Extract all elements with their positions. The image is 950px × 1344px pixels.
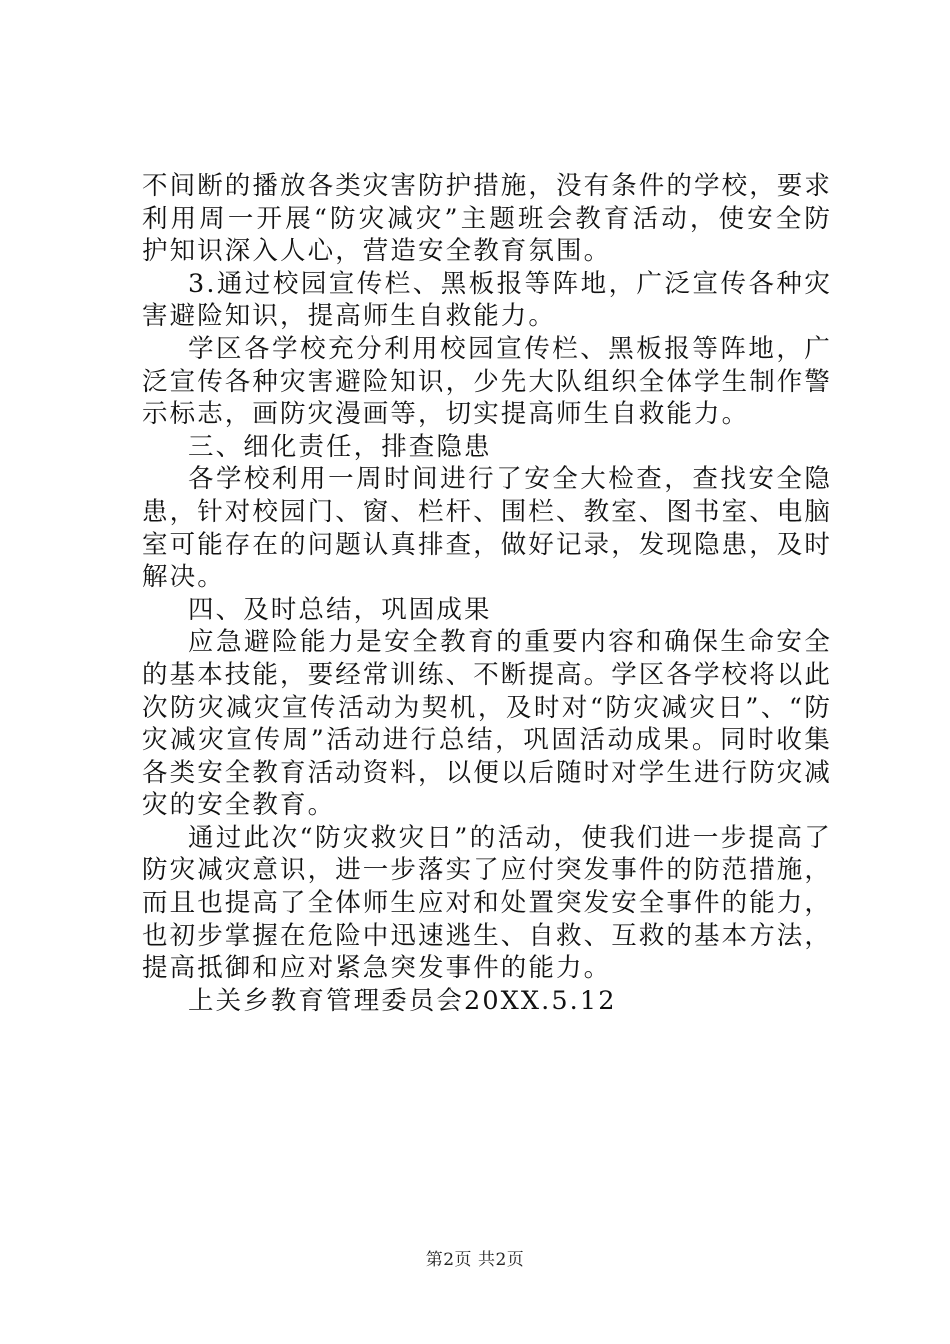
signature-line: 上关乡教育管理委员会20XX.5.12 — [188, 985, 617, 1016]
page-number-label: 第2页 共2页 — [425, 1250, 525, 1270]
paragraph-section-3-body: 各学校利用一周时间进行了安全大检查，查找安全隐患，针对校园门、窗、栏杆、围栏、教室、图书室、电脑室可能存在的问题认真排查，做好记录，发现隐患，及时解决。 — [142, 464, 833, 593]
paragraph-section-4-body: 应急避险能力是安全教育的重要内容和确保生命安全的基本技能，要经常训练、不断提高。学区各学校将以此次防灾减灾宣传活动为契机，及时对“防灾减灾日”、“防灾减灾宣传周”活动进行总结，巩固活动成果。同时收集各类安全教育活动资料，以便以后随时对学生进行防灾减灾的安全教育。 — [142, 627, 833, 821]
paragraph-conclusion: 通过此次“防灾救灾日”的活动，使我们进一步提高了防灾减灾意识，进一步落实了应付突发事件的防范措施，而且也提高了全体师生应对和处置突发安全事件的能力，也初步掌握在危险中迅速逃生、自救、互救的基本方法，提高抵御和应对紧急突发事件的能力。 — [142, 822, 833, 984]
page-footer — [0, 1245, 950, 1270]
section-heading-4: 四、及时总结，巩固成果 — [188, 594, 492, 625]
paragraph-item-3-heading: 3.通过校园宣传栏、黑板报等阵地，广泛宣传各种灾害避险知识，提高师生自救能力。 — [142, 268, 832, 332]
section-heading-3: 三、细化责任，排查隐患 — [188, 431, 492, 462]
paragraph-item-3-body: 学区各学校充分利用校园宣传栏、黑板报等阵地，广泛宣传各种灾害避险知识，少先大队组织全体学生制作警示标志，画防灾漫画等，切实提高师生自救能力。 — [142, 333, 833, 430]
document-body — [142, 170, 832, 1017]
paragraph-continuation: 不间断的播放各类灾害防护措施，没有条件的学校，要求利用周一开展“防灾减灾”主题班会教育活动，使安全防护知识深入人心，营造安全教育氛围。 — [142, 171, 833, 267]
